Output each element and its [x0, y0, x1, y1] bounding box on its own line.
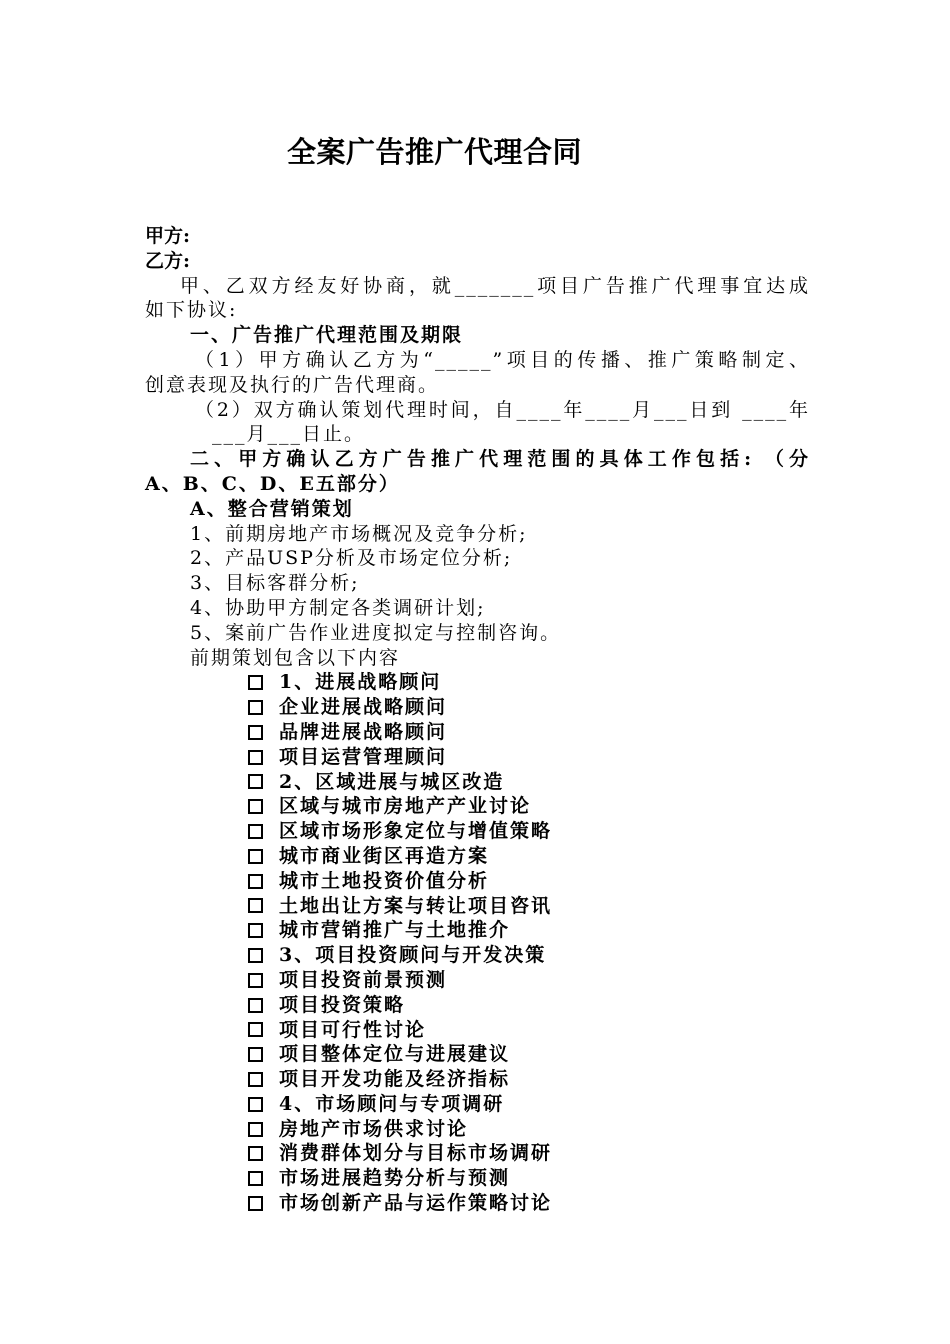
section-1-item-1-line-2: 创意表现及执行的广告代理商。 [145, 373, 440, 396]
checkbox-icon [248, 1146, 263, 1161]
checklist-item [248, 1018, 810, 1043]
checklist-item-label: 市场进展趋势分析与预测 [279, 1167, 511, 1190]
checklist-item [248, 695, 810, 720]
checklist-item [248, 670, 810, 695]
checkbox-icon [248, 824, 263, 839]
checklist-item-label: 项目运营管理顾问 [279, 745, 448, 768]
checklist-item [248, 1117, 810, 1142]
section-1-item-1-line-1: （1）甲方确认乙方为“_____”项目的传播、推广策略制定、 [195, 348, 810, 371]
checkbox-icon [248, 750, 263, 765]
checklist-item-label: 项目开发功能及经济指标 [279, 1068, 511, 1091]
checklist-item [248, 770, 810, 795]
checklist-item [248, 918, 810, 943]
checklist-item [248, 1166, 810, 1191]
checklist-item-label: 项目投资前景预测 [279, 968, 448, 991]
checklist-item-label: 土地出让方案与转让项目咨讯 [279, 894, 553, 917]
checklist-item [248, 720, 810, 745]
checklist-item-label: 项目投资策略 [279, 993, 406, 1016]
checklist-item [248, 894, 810, 919]
checklist-item-label: 2、区域进展与城区改造 [279, 770, 505, 793]
checklist-item [248, 943, 810, 968]
subsection-a-item: 5、案前广告作业进度拟定与控制咨询。 [190, 621, 562, 644]
checkbox-icon [248, 1171, 263, 1186]
subsection-a-item: 1、前期房地产市场概况及竞争分析; [190, 522, 528, 545]
checklist-item [248, 745, 810, 770]
checkbox-icon [248, 1196, 263, 1211]
checklist-item [248, 819, 810, 844]
checkbox-icon [248, 849, 263, 864]
checkbox-icon [248, 923, 263, 938]
checklist-item [248, 1092, 810, 1117]
checklist-item-label: 区域与城市房地产产业讨论 [279, 795, 532, 818]
checklist-item-label: 项目可行性讨论 [279, 1018, 427, 1041]
checkbox-icon [248, 1122, 263, 1137]
checklist-item-label: 企业进展战略顾问 [279, 696, 448, 719]
checkbox-icon [248, 898, 263, 913]
checkbox-icon [248, 799, 263, 814]
checklist-item-label: 城市土地投资价值分析 [279, 869, 490, 892]
checklist-item [248, 1067, 810, 1092]
subsection-a-item: 3、目标客群分析; [190, 572, 360, 595]
subsection-a-heading: A、整合营销策划 [190, 497, 354, 520]
section-2-heading-line-1: 二、甲方确认乙方广告推广代理范围的具体工作包括: （分 [190, 448, 810, 471]
party-b-label: 乙方: [145, 249, 191, 272]
checklist-item-label: 1、进展战略顾问 [279, 671, 442, 694]
section-1-item-2-line-1: （2）双方确认策划代理时间，自____年____月___日到 ____年 [195, 398, 810, 421]
checklist-item-label: 房地产市场供求讨论 [279, 1117, 469, 1140]
checkbox-icon [248, 675, 263, 690]
checkbox-icon [248, 774, 263, 789]
intro-paragraph-line-2: 如下协议: [145, 299, 238, 322]
checklist-item-label: 城市商业街区再造方案 [279, 844, 490, 867]
checklist-item-label: 市场创新产品与运作策略讨论 [279, 1192, 553, 1215]
checklist-item-label: 区域市场形象定位与增值策略 [279, 820, 553, 843]
checklist-item-label: 项目整体定位与进展建议 [279, 1043, 511, 1066]
checklist-item [248, 993, 810, 1018]
checklist-item [248, 1042, 810, 1067]
preplan-label: 前期策划包含以下内容 [190, 646, 401, 669]
checklist-item [248, 794, 810, 819]
preplan-checklist [145, 670, 810, 1216]
contract-body [145, 224, 810, 1216]
checklist-item [248, 968, 810, 993]
checkbox-icon [248, 973, 263, 988]
checkbox-icon [248, 948, 263, 963]
checklist-item-label: 品牌进展战略顾问 [279, 720, 448, 743]
subsection-a-item: 4、协助甲方制定各类调研计划; [190, 596, 486, 619]
checkbox-icon [248, 1097, 263, 1112]
checklist-item [248, 869, 810, 894]
checkbox-icon [248, 998, 263, 1013]
intro-paragraph-line-1: 甲、乙双方经友好协商，就_______项目广告推广代理事宜达成 [180, 274, 810, 297]
checkbox-icon [248, 1047, 263, 1062]
checkbox-icon [248, 725, 263, 740]
checklist-item-label: 4、市场顾问与专项调研 [279, 1092, 505, 1115]
party-a-label: 甲方: [145, 225, 191, 247]
checklist-item-label: 城市营销推广与土地推介 [279, 919, 511, 942]
checklist-item [248, 1191, 810, 1216]
checkbox-icon [248, 874, 263, 889]
checkbox-icon [248, 700, 263, 715]
checkbox-icon [248, 1022, 263, 1037]
checklist-item [248, 1141, 810, 1166]
section-1-item-2-line-2: ___月___日止。 [212, 423, 366, 446]
checkbox-icon [248, 1072, 263, 1087]
document-title: 全案广告推广代理合同 [287, 135, 583, 169]
section-2-heading-line-2: A、B、C、D、E五部分） [145, 472, 400, 495]
section-1-heading: 一、广告推广代理范围及期限 [190, 324, 464, 347]
subsection-a-item: 2、产品USP分析及市场定位分析; [190, 547, 513, 570]
checklist-item-label: 3、项目投资顾问与开发决策 [279, 944, 547, 967]
checklist-item-label: 消费群体划分与目标市场调研 [279, 1142, 553, 1165]
checklist-item [248, 844, 810, 869]
